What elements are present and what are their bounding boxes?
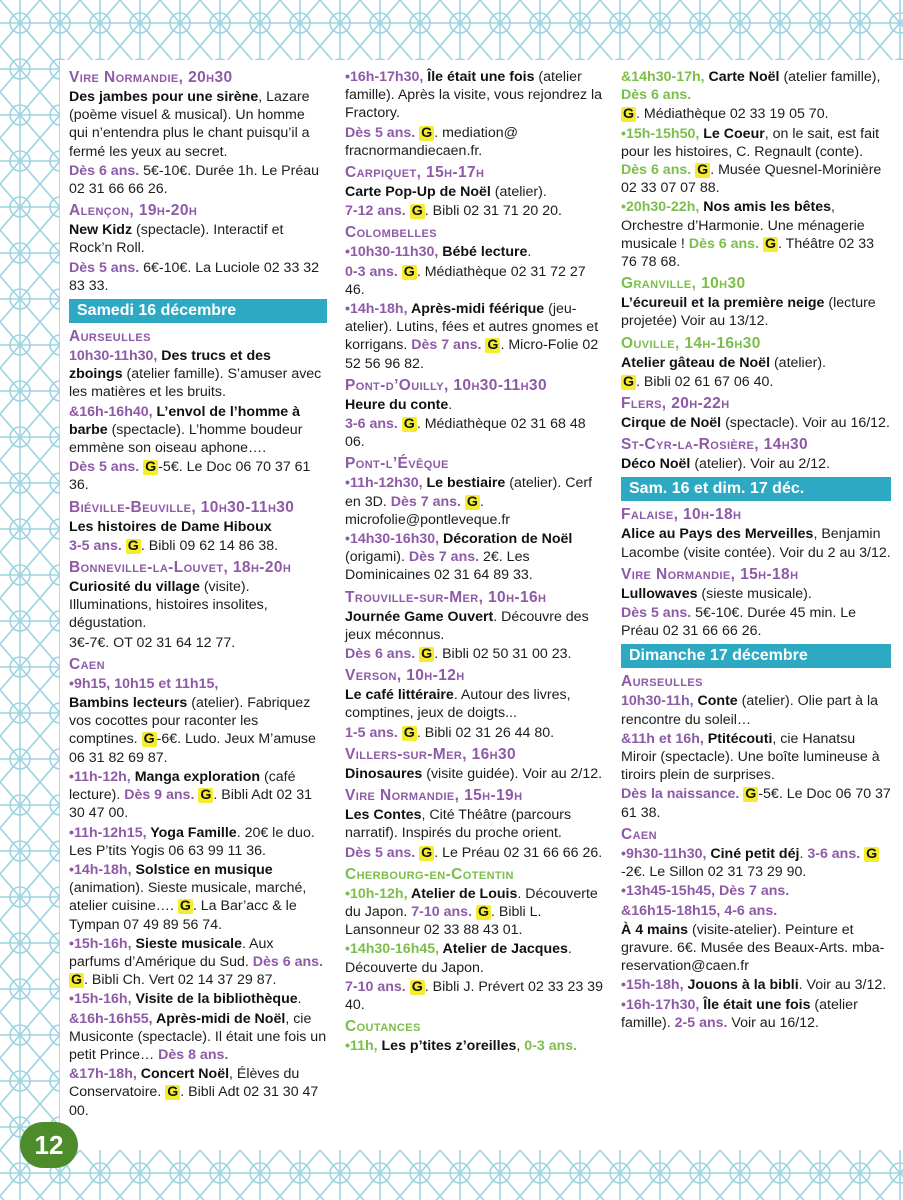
event-time: •14h30-16h45, — [345, 941, 443, 958]
event-time: •16h-17h30, — [345, 69, 428, 85]
event-text: (spectacle). Voir au 16/12. — [721, 415, 890, 432]
event-coutances: Coutances •11h, Les p’tites z’oreilles, 0-3 ans. — [345, 1017, 603, 1055]
event-text: . Découvre des jeux méconnus. — [345, 608, 589, 643]
age-label: Dès 8 ans. — [158, 1046, 229, 1063]
event-text: -6€. Ludo. Jeux M’amuse 06 31 82 69 87. — [69, 731, 316, 766]
age-label: Dès 6 ans. — [688, 235, 760, 252]
event-time: 10h30-11h, — [621, 693, 698, 710]
free-badge: G — [127, 537, 139, 554]
event-text: 2€. Les Dominicaines 02 31 64 89 33. — [345, 549, 533, 584]
free-badge: G — [403, 724, 415, 741]
free-badge: G — [421, 124, 433, 141]
age-label: 3-6 ans. — [345, 416, 398, 433]
free-badge: G — [145, 459, 157, 476]
event-flers — [621, 394, 891, 432]
free-badge: G — [745, 786, 757, 803]
age-label: 1-5 ans. — [345, 724, 398, 741]
event-title: L’écureuil et la première neige — [621, 295, 825, 312]
event-time: •16h-17h30, — [621, 996, 704, 1013]
event-pont-leveque — [345, 454, 603, 584]
town-heading: Ouville, 14h-16h30 — [621, 334, 761, 352]
age-label: Dès 5 ans. — [69, 259, 140, 276]
event-vire-15h — [345, 786, 603, 862]
event-text: 5€-10€. Durée 45 min. Le Préau 02 31 66 66 26. — [621, 605, 857, 640]
event-text: (atelier famille). S’amuser avec les matières et les bruits. — [69, 366, 322, 401]
age-label: Dès 6 ans. — [621, 87, 692, 104]
event-text: , cie Musiconte (spectacle). Il était une fois un petit Prince… — [69, 1010, 327, 1063]
town-heading: Caen — [621, 825, 658, 843]
event-text: (visite-atelier). Peinture et gravure. 6€. Musée des Beaux-Arts. mba-reservation@caen.fr — [621, 921, 885, 975]
free-badge: G — [623, 106, 635, 123]
event-text: . Bibli L. Lansonneur 02 33 88 43 01. — [345, 903, 542, 939]
town-heading: Caen — [69, 655, 106, 673]
event-text: . Médiathèque 02 33 19 05 70. — [636, 106, 829, 123]
event-time: &16h-16h55, — [69, 1010, 157, 1027]
event-text: , Cité Théâtre (parcours narratif). Inspirés du proche orient. — [345, 807, 572, 842]
event-time: &16h15-18h15, — [621, 902, 725, 919]
event-text: (spectacle). L’homme boudeur emmène son oiseau aphone…. — [69, 421, 303, 457]
town-heading: Vire Normandie, 20h30 — [69, 69, 233, 86]
event-text: (animation). Sieste musicale, marché, atelier cuisine…. — [69, 880, 307, 915]
town-heading: Aurseulles — [621, 673, 703, 691]
event-text: 3€-7€. OT 02 31 64 12 77. — [69, 634, 236, 651]
event-text: (jeu-atelier). Lutins, fées et autres gnomes et korrigans. — [345, 301, 599, 354]
age-label: Dès 7 ans. — [719, 883, 790, 900]
event-time: •11h-12h, — [69, 768, 135, 785]
event-title: Atelier gâteau de Noël — [621, 354, 771, 371]
event-text: (atelier famille), — [779, 69, 881, 85]
event-title: Atelier de Jacques — [442, 941, 568, 958]
event-cherbourg — [345, 865, 603, 1014]
age-label: Dès la naissance. — [621, 786, 740, 803]
event-text: . Bibli 02 50 31 00 23. — [434, 646, 572, 663]
free-badge: G — [421, 646, 433, 663]
age-label: 7-12 ans. — [345, 203, 406, 220]
event-title: Décoration de Noël — [443, 531, 573, 548]
event-text: , cie Hanatsu Miroir (spectacle). Une boîte lumineuse à tiroirs plein de surprises. — [621, 730, 880, 784]
event-text: -5€. Le Doc 06 70 37 61 36. — [69, 459, 311, 494]
event-time: •15h-18h, — [621, 977, 688, 994]
event-text: . Aux parfums d’Amérique du Sud. — [69, 935, 274, 970]
free-badge: G — [200, 787, 212, 804]
town-heading: Aurseulles — [69, 328, 151, 346]
event-verson — [345, 666, 603, 742]
event-villers — [345, 745, 603, 783]
age-label: Dès 5 ans. — [69, 459, 140, 476]
free-badge: G — [477, 903, 490, 920]
age-label: 4-6 ans. — [724, 902, 778, 919]
age-label: Dès 6 ans. — [621, 162, 692, 179]
event-text: . Voir au 3/12. — [798, 977, 887, 994]
event-text: (atelier famille). — [621, 996, 858, 1031]
free-badge: G — [764, 235, 777, 252]
event-text: (origami). — [345, 549, 405, 566]
age-label: Dès 6 ans. — [69, 162, 140, 179]
event-text: . Bibli 09 62 14 86 38. — [140, 537, 279, 554]
town-heading: St-Cyr-la-Rosière, 14h30 — [621, 436, 809, 454]
free-badge: G — [143, 731, 155, 748]
event-title: Conte — [697, 693, 738, 710]
town-heading: Carpiquet, 15h-17h — [345, 164, 485, 182]
event-title: Les Contes — [345, 807, 422, 824]
event-title: Sieste musicale — [135, 935, 242, 952]
free-badge: G — [71, 972, 83, 989]
event-text: . Bibli J. Prévert 02 33 23 39 40. — [345, 978, 603, 1013]
event-text: . Micro-Folie 02 52 56 96 82. — [345, 337, 599, 372]
event-text: (atelier). — [770, 354, 826, 371]
town-heading: Vire Normandie, 15h-19h — [345, 787, 523, 805]
age-label: 3-5 ans. — [69, 537, 122, 554]
day-banner: Samedi 16 décembre — [69, 299, 327, 323]
event-title: Visite de la bibliothèque — [135, 991, 298, 1008]
event-text: . — [799, 845, 808, 862]
event-text: (atelier). — [490, 184, 547, 201]
event-title: Nos amis les bêtes — [703, 199, 832, 216]
event-time: •14h-18h, — [69, 861, 136, 878]
age-label: 7-10 ans. — [345, 978, 406, 995]
event-time: •15h-16h, — [69, 991, 136, 1008]
event-title: Les p’tites z’oreilles — [381, 1038, 517, 1055]
event-text: . — [527, 244, 532, 261]
town-heading: Verson, 10h-12h — [345, 667, 465, 685]
free-badge: G — [403, 416, 415, 433]
free-badge: G — [179, 898, 191, 915]
event-time: •10h-12h, — [345, 885, 411, 902]
event-st-cyr — [621, 435, 891, 473]
town-heading: Trouville-sur-Mer, 10h-16h — [345, 588, 547, 606]
event-pont-douilly — [345, 376, 603, 452]
event-text: . Musée Quesnel-Morinière 02 33 07 07 88. — [621, 162, 882, 197]
event-text: , Benjamin Lacombe (visite contée). Voir du 2 au 3/12. — [621, 526, 891, 561]
free-badge: G — [411, 978, 423, 995]
event-text: , on le sait, est fait pour les histoires, C. Regnault (conte). — [621, 125, 880, 160]
event-title: Carte Pop-Up de Noël — [345, 184, 491, 201]
free-badge: G — [697, 162, 709, 179]
age-label: 2-5 ans. — [674, 1014, 728, 1031]
column-2 — [345, 68, 603, 1058]
town-heading: Vire Normandie, 15h-18h — [621, 565, 799, 583]
event-text: (spectacle). Interactif et Rock’n Roll. — [69, 222, 284, 257]
event-title: Jouons à la bibli — [687, 977, 799, 994]
event-title: Curiosité du village — [69, 579, 200, 596]
town-heading: Granville, 10h30 — [621, 275, 746, 293]
event-title: Les histoires de Dame Hiboux — [69, 518, 272, 535]
age-label: Dès 9 ans. — [124, 787, 195, 804]
event-title: Île était une fois — [703, 996, 811, 1013]
event-text: . Autour des livres, comptines, jeux de doigts... — [345, 687, 571, 722]
event-time: •11h, — [345, 1038, 382, 1055]
event-text: . Théâtre 02 33 76 78 68. — [621, 235, 874, 271]
event-title: Solstice en musique — [135, 861, 273, 878]
event-caen — [69, 655, 327, 1120]
age-label: Dès 6 ans. — [345, 646, 416, 663]
event-falaise — [621, 505, 891, 561]
event-title: Lullowaves — [621, 585, 698, 602]
event-text: (sieste musicale). — [697, 585, 812, 602]
age-label: Dès 7 ans. — [408, 549, 480, 566]
event-coutances-cont — [621, 68, 891, 271]
event-text: (visite guidée). Voir au 2/12. — [422, 765, 603, 782]
event-text: (atelier). Cerf en 3D. — [345, 475, 593, 510]
town-heading: Falaise, 10h-18h — [621, 506, 742, 524]
event-time: 10h30-11h30, — [69, 348, 162, 365]
event-granville — [621, 274, 891, 330]
column-1 — [69, 68, 327, 1123]
event-title: Des trucs et des zboings — [69, 348, 271, 383]
event-text: , Lazare (poème visuel & musical). Un homme qui n’entendra plus le chant puisqu’il a fermé les yeux au secret. — [69, 89, 310, 160]
free-badge: G — [866, 845, 878, 862]
weekend-banner: Sam. 16 et dim. 17 déc. — [621, 477, 891, 501]
event-title: Le bestiaire — [426, 475, 506, 492]
event-time: •13h45-15h45, — [621, 883, 720, 900]
event-time: •14h30-16h30, — [345, 531, 444, 548]
event-time: •10h30-11h30, — [345, 244, 443, 261]
event-title: Déco Noël — [621, 456, 691, 473]
town-heading: Pont-l’Évêque — [345, 455, 449, 473]
age-label: 0-3 ans. — [345, 263, 398, 280]
event-title: Atelier de Louis — [410, 885, 518, 902]
free-badge: G — [411, 203, 423, 220]
event-text: 5€-10€. Durée 1h. Le Préau 02 31 66 66 26. — [69, 162, 320, 198]
event-title: Manga exploration — [134, 768, 261, 785]
age-label: Dès 5 ans. — [621, 605, 692, 622]
event-colombelles — [345, 223, 603, 372]
age-label: Dès 6 ans. — [252, 953, 323, 970]
event-title: Concert Noël — [140, 1066, 230, 1083]
event-text: . Bibli Ch. Vert 02 14 37 29 87. — [84, 972, 277, 989]
event-title: New Kidz — [69, 222, 133, 239]
content-page — [60, 60, 903, 1150]
event-text: , Orchestre d’Harmonie. Une ménagerie musicale ! — [621, 199, 865, 252]
town-heading: Alençon, 19h-20h — [69, 202, 198, 220]
event-title: Le Coeur — [703, 125, 765, 142]
event-time: •11h-12h30, — [345, 475, 427, 492]
event-title: Après-midi de Noël — [156, 1010, 286, 1027]
event-title: Carte Noël — [708, 69, 780, 85]
town-heading: Villers-sur-Mer, 16h30 — [345, 745, 517, 763]
event-text: (atelier). Fabriquez vos cocottes pour raconter les comptines. — [69, 695, 311, 748]
event-time: •15h-15h50, — [621, 125, 704, 142]
event-carpiquet — [345, 163, 603, 220]
town-heading: Flers, 20h-22h — [621, 395, 730, 413]
event-text: . Médiathèque 02 31 68 48 06. — [345, 416, 586, 451]
event-ouville — [621, 334, 891, 391]
event-title: L’envol de l’homme à barbe — [69, 403, 301, 438]
event-text: . Bibli 02 31 71 20 20. — [424, 203, 562, 220]
event-text: (visite). Illuminations, histoires insolites, dégustation. — [69, 579, 268, 632]
free-badge: G — [623, 373, 635, 390]
event-title: Dinosaures — [345, 765, 423, 782]
event-title: Bambins lecteurs — [69, 695, 188, 712]
event-caen-fractory — [345, 68, 603, 160]
event-title: Alice au Pays des Merveilles — [621, 526, 814, 543]
event-text: -2€. Le Sillon 02 31 73 29 90. — [621, 864, 807, 881]
event-text: . Le Préau 02 31 66 66 26. — [434, 844, 603, 861]
town-heading: Coutances — [345, 1018, 421, 1036]
event-text: (atelier). Voir au 2/12. — [690, 456, 830, 473]
event-aurseulles — [69, 327, 327, 495]
event-title: Heure du conte — [345, 396, 449, 413]
event-title: Journée Game Ouvert — [345, 608, 494, 625]
free-badge: G — [421, 844, 433, 861]
event-bonneville — [69, 558, 327, 652]
event-title: Des jambes pour une sirène — [69, 89, 259, 105]
event-title: Ptitécouti — [707, 730, 773, 747]
event-title: Cirque de Noël — [621, 415, 722, 432]
event-text: . 20€ le duo. Les P’tits Yogis 06 63 99 11 36. — [69, 824, 315, 859]
day-banner: Dimanche 17 décembre — [621, 644, 891, 668]
page-number-badge: 12 — [20, 1122, 78, 1168]
event-text: . — [448, 396, 453, 413]
event-time: &17h-18h, — [69, 1066, 141, 1083]
event-bieville — [69, 498, 327, 555]
event-time: •20h30-22h, — [621, 199, 704, 216]
event-text: . Découverte du Japon. — [345, 941, 572, 976]
town-heading: Pont-d’Ouilly, 10h30-11h30 — [345, 376, 547, 394]
event-alencon — [69, 201, 327, 295]
event-title: Ciné petit déj — [710, 845, 800, 862]
event-text: . — [297, 991, 302, 1008]
event-text: (lecture projetée) Voir au 13/12. — [621, 295, 876, 330]
town-heading: Colombelles — [345, 224, 437, 242]
free-badge: G — [487, 337, 499, 354]
event-text: , Élèves du Conservatoire. — [69, 1066, 300, 1101]
event-text: . mediation@ fracnormandiecaen.fr. — [345, 124, 519, 159]
event-title: À 4 mains — [621, 921, 689, 938]
free-badge: G — [167, 1084, 179, 1101]
event-time: •9h30-11h30, — [621, 845, 711, 862]
age-label: Dès 7 ans. — [411, 337, 482, 354]
event-text: (atelier famille). Après la visite, vous rejondrez la Fractory. — [345, 69, 603, 122]
event-text: . Bibli 02 61 67 06 40. — [636, 373, 774, 390]
age-label: Dès 5 ans. — [345, 124, 416, 141]
event-text: -5€. Le Doc 06 70 37 61 38. — [621, 786, 891, 821]
event-title: Île était une fois — [427, 69, 535, 85]
event-aurseulles-dim — [621, 672, 891, 821]
event-time: •15h-16h, — [69, 935, 136, 952]
town-heading: Biéville-Beuville, 10h30-11h30 — [69, 498, 295, 516]
event-text: . Découverte du Japon. — [345, 885, 598, 920]
age-label: 3-6 ans. — [807, 845, 861, 862]
event-text: . Médiathèque 02 31 72 27 46. — [345, 263, 586, 298]
event-time: &11h et 16h, — [621, 730, 708, 747]
age-label: Dès 7 ans. — [390, 493, 461, 510]
event-text: . Bibli Adt 02 31 30 47 00. — [69, 1084, 319, 1119]
town-heading: Cherbourg-en-Cotentin — [345, 865, 514, 883]
event-text: . microfolie@pontleveque.fr — [345, 493, 511, 528]
age-label: 7-10 ans. — [411, 903, 473, 920]
event-caen-dim — [621, 825, 891, 1032]
event-text: (café lecture). — [69, 768, 296, 804]
event-text: Voir au 16/12. — [727, 1014, 819, 1031]
free-badge: G — [403, 263, 415, 280]
event-text: . La Bar’acc & le Tympan 07 49 89 56 74. — [69, 898, 297, 933]
event-time: •14h-18h, — [345, 301, 411, 318]
age-label: Dès 5 ans. — [345, 844, 416, 861]
event-time: •11h-12h15, — [69, 824, 151, 841]
event-text: 6€-10€. La Luciole 02 33 32 83 33. — [69, 259, 320, 294]
event-text: . Bibli Adt 02 31 30 47 00. — [69, 787, 312, 822]
event-title: Après-midi féérique — [410, 301, 545, 318]
event-vire-20h30 — [69, 68, 327, 198]
event-text: . Bibli 02 31 26 44 80. — [416, 724, 555, 741]
event-title: Le café littéraire — [345, 687, 454, 704]
event-title: Bébé lecture — [442, 244, 528, 261]
column-3 — [621, 68, 891, 1035]
free-badge: G — [466, 493, 478, 510]
event-trouville — [345, 588, 603, 664]
event-time: &16h-16h40, — [69, 403, 157, 420]
age-label: 0-3 ans. — [524, 1038, 578, 1055]
event-time: &14h30-17h, — [621, 69, 709, 85]
event-title: Yoga Famille — [150, 824, 237, 841]
event-vire-lullowaves — [621, 565, 891, 641]
town-heading: Bonneville-la-Louvet, 18h-20h — [69, 559, 292, 577]
event-text: (atelier). Olie part à la rencontre du soleil… — [621, 693, 879, 728]
event-time: •9h15, 10h15 et 11h15, — [69, 675, 219, 692]
